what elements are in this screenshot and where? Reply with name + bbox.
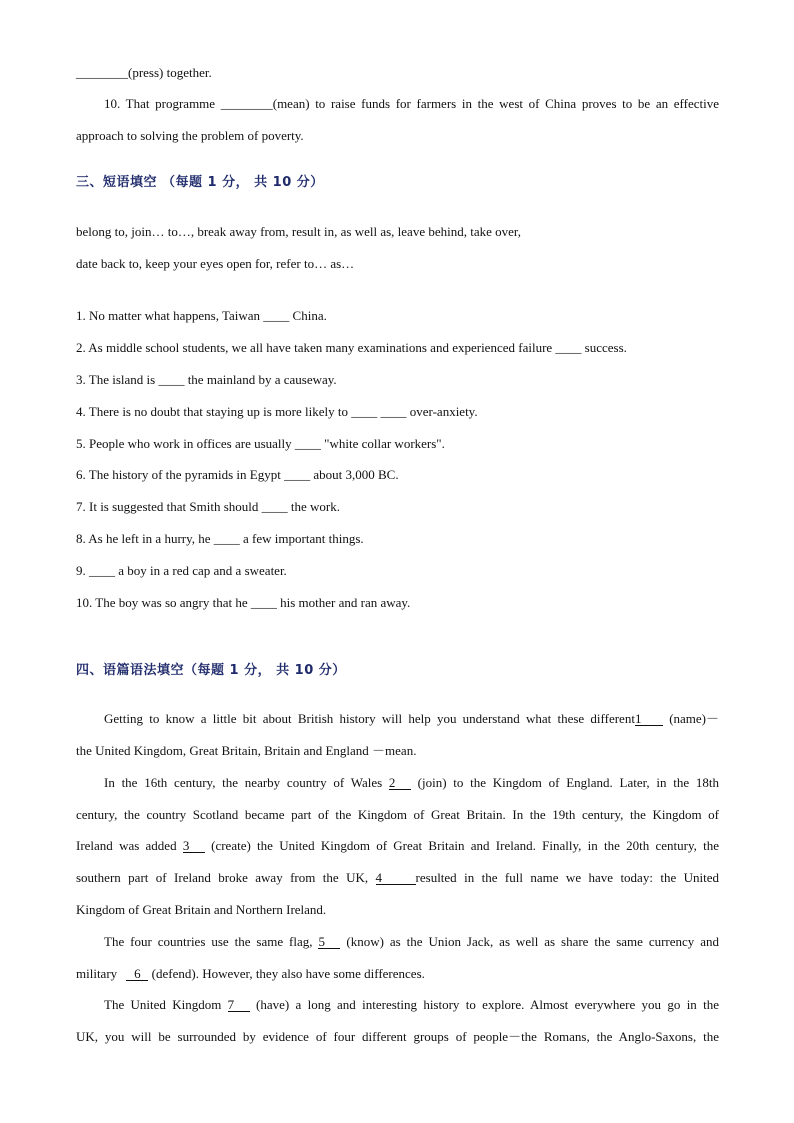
phrase-item-3[interactable]: 3. The island is ____ the mainland by a causeway.: [76, 372, 337, 387]
passage-text: (know) as the Union Jack, as well as share the same currency and: [346, 934, 720, 949]
phrase-item-9[interactable]: 9. ____ a boy in a red cap and a sweater.: [76, 563, 287, 578]
phrase-item-10[interactable]: 10. The boy was so angry that he ____ his mother and ran away.: [76, 595, 411, 610]
phrase-item-7[interactable]: 7. It is suggested that Smith should ____ the work.: [76, 499, 340, 514]
phrase-item-6[interactable]: 6. The history of the pyramids in Egypt ____ about 3,000 BC.: [76, 467, 399, 482]
phrase-bank-line-2: date back to, keep your eyes open for, refer to… as…: [76, 256, 355, 271]
passage-text: southern part of Ireland broke away from the UK,: [76, 870, 369, 885]
passage-line: [76, 870, 719, 886]
item-text: 10. That programme: [104, 96, 216, 111]
grammar-item-10-cont: approach to solving the problem of poverty.: [76, 128, 304, 143]
passage-text: (join) to the Kingdom of England. Later, in the 18th: [417, 775, 719, 790]
passage-blank-1[interactable]: 1: [635, 712, 663, 726]
passage-text: Getting to know a little bit about British history will help you understand what these different: [104, 711, 635, 726]
passage-line: Kingdom of Great Britain and Northern Ireland.: [76, 902, 327, 917]
passage-blank-2[interactable]: 2: [389, 776, 411, 790]
passage-blank-6[interactable]: 6: [126, 967, 148, 981]
passage-text: The United Kingdom: [104, 997, 222, 1012]
passage-blank-5[interactable]: 5: [318, 935, 340, 949]
passage-text: (create) the United Kingdom of Great Britain and Ireland. Finally, in the 20th century, the: [211, 838, 720, 853]
passage-line: [76, 838, 719, 854]
phrase-item-1[interactable]: 1. No matter what happens, Taiwan ____ China.: [76, 308, 327, 323]
phrase-item-4[interactable]: 4. There is no doubt that staying up is more likely to ____ ____ over-anxiety.: [76, 404, 478, 419]
exam-page: [76, 0, 719, 1123]
passage-line: [104, 711, 719, 727]
passage-text: The four countries use the same flag,: [104, 934, 313, 949]
phrase-item-2[interactable]: 2. As middle school students, we all have taken many examinations and experienced failure ____ success.: [76, 340, 627, 355]
passage-line: [104, 934, 719, 950]
answer-blank[interactable]: ________: [220, 96, 273, 111]
passage-text: In the 16th century, the nearby country of Wales: [104, 775, 383, 790]
passage-blank-7[interactable]: 7: [228, 998, 250, 1012]
phrase-item-8[interactable]: 8. As he left in a hurry, he ____ a few important things.: [76, 531, 364, 546]
passage-line: [104, 997, 719, 1013]
passage-text: (have) a long and interesting history to explore. Almost everywhere you go in the: [256, 997, 719, 1012]
item-text: (press) together.: [128, 65, 212, 80]
phrase-item-5[interactable]: 5. People who work in offices are usually ____ "white collar workers".: [76, 436, 445, 451]
passage-text: (name)－: [669, 711, 719, 726]
passage-blank-4[interactable]: 4: [376, 871, 416, 885]
passage-text: Ireland was added: [76, 838, 177, 853]
section-3-heading: 三、短语填空 （每题 1 分， 共 10 分）: [76, 175, 324, 190]
passage-text: resulted in the full name we have today: the United: [415, 870, 720, 885]
passage-line: the United Kingdom, Great Britain, Britain and England －mean.: [76, 743, 417, 758]
phrase-bank-line-1: belong to, join… to…, break away from, result in, as well as, leave behind, take over,: [76, 224, 521, 239]
grammar-item-9-tail: [76, 65, 719, 81]
passage-text: (defend). However, they also have some differences.: [151, 966, 425, 981]
passage-text: military: [76, 966, 118, 981]
passage-line: [104, 775, 719, 791]
passage-blank-3[interactable]: 3: [183, 839, 205, 853]
answer-blank[interactable]: ________: [76, 65, 128, 80]
passage-line: [76, 966, 719, 982]
section-4-heading: 四、语篇语法填空（每题 1 分， 共 10 分）: [76, 663, 346, 678]
item-text: (mean) to raise funds for farmers in the west of China proves to be an effective: [272, 96, 720, 111]
passage-line: UK, you will be surrounded by evidence of four different groups of people－the Romans, the Anglo-Saxons, the: [76, 1029, 719, 1044]
passage-line: century, the country Scotland became part of the Kingdom of Great Britain. In the 19th century, the Kingdom of: [76, 807, 719, 822]
grammar-item-10: [104, 96, 719, 112]
